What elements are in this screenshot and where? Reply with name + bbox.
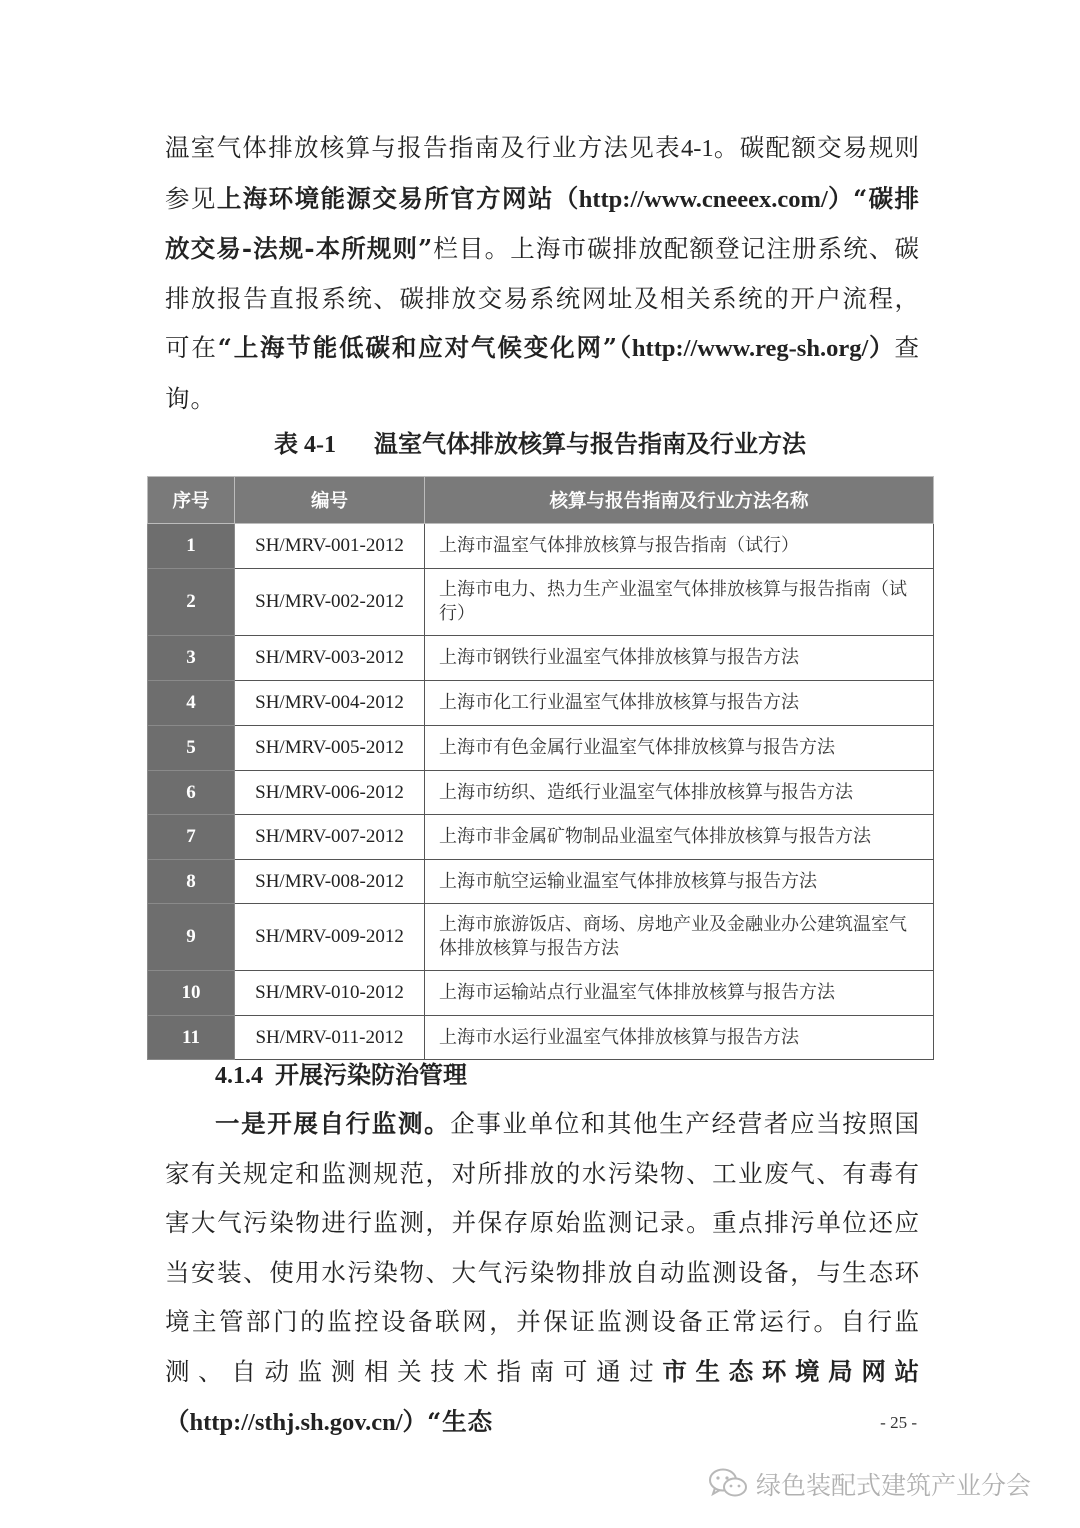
table-row (148, 726, 934, 771)
exchange-url: （http://www.cneeex.com/） (553, 185, 854, 213)
row-code: SH/MRV-004-2012 (235, 681, 425, 726)
paragraph-tail: “生态 (427, 1406, 494, 1436)
table-number: 表 4-1 (274, 432, 336, 458)
table-row (148, 1016, 934, 1060)
row-name: 上海市钢铁行业温室气体排放核算与报告方法 (425, 636, 934, 681)
table-caption (0, 424, 1080, 465)
intro-text: 查询。 (165, 333, 921, 413)
row-name: 上海市航空运输业温室气体排放核算与报告方法 (425, 860, 934, 904)
page-number: - 25 - (880, 1413, 917, 1432)
row-index: 3 (148, 636, 235, 681)
row-name: 上海市纺织、造纸行业温室气体排放核算与报告方法 (425, 771, 934, 815)
row-code: SH/MRV-009-2012 (235, 904, 425, 971)
column-header-name: 核算与报告指南及行业方法名称 (425, 477, 934, 524)
row-code: SH/MRV-011-2012 (235, 1016, 425, 1060)
row-index: 4 (148, 681, 235, 726)
row-code: SH/MRV-006-2012 (235, 771, 425, 815)
row-index: 1 (148, 524, 235, 569)
row-code: SH/MRV-008-2012 (235, 860, 425, 904)
row-name: 上海市水运行业温室气体排放核算与报告方法 (425, 1016, 934, 1060)
row-code: SH/MRV-003-2012 (235, 636, 425, 681)
paragraph-body: 企事业单位和其他生产经营者应当按照国家有关规定和监测规范，对所排放的水污染物、工业废气、有毒有害大气污染物进行监测，并保存原始监测记录。重点排污单位还应当安装、使用水污染物、大气污染物排放自动监测设备，与生态环境主管部门的监控设备联网，并保证监测设备正常运行。自行监测、自动监测相关技术指南可通过 (165, 1109, 921, 1386)
table-reference: 4-1 (680, 135, 714, 162)
table-row (148, 636, 934, 681)
rules-column-name: “碳排放交易-法规-本所规则” (165, 183, 921, 264)
row-index: 11 (148, 1016, 235, 1060)
table-header-row (148, 477, 934, 524)
table-row (148, 681, 934, 726)
row-code: SH/MRV-005-2012 (235, 726, 425, 771)
row-index: 8 (148, 860, 235, 904)
row-name: 上海市有色金属行业温室气体排放核算与报告方法 (425, 726, 934, 771)
table-row (148, 860, 934, 904)
row-index: 5 (148, 726, 235, 771)
row-name: 上海市电力、热力生产业温室气体排放核算与报告指南（试行） (425, 569, 934, 636)
row-name: 上海市温室气体排放核算与报告指南（试行） (425, 524, 934, 569)
table-row (148, 569, 934, 636)
table-row (148, 971, 934, 1016)
table-row (148, 524, 934, 569)
row-name: 上海市化工行业温室气体排放核算与报告方法 (425, 681, 934, 726)
row-name: 上海市运输站点行业温室气体排放核算与报告方法 (425, 971, 934, 1016)
watermark-text: 绿色装配式建筑产业分会 (756, 1471, 1032, 1500)
row-index: 7 (148, 815, 235, 860)
row-code: SH/MRV-001-2012 (235, 524, 425, 569)
intro-text: 温室气体排放核算与报告指南及行业方法见表 (165, 133, 681, 162)
row-code: SH/MRV-007-2012 (235, 815, 425, 860)
monitoring-paragraph (165, 1099, 920, 1447)
climate-site-name: “上海节能低碳和应对气候变化网” (217, 333, 618, 363)
row-code: SH/MRV-010-2012 (235, 971, 425, 1016)
wechat-icon (708, 1467, 748, 1501)
paragraph-lead: 一是开展自行监测。 (215, 1109, 451, 1138)
table-row (148, 771, 934, 815)
intro-text: 。碳配额交易规则参见 (165, 133, 921, 213)
section-number: 4.1.4 (215, 1063, 263, 1089)
row-code: SH/MRV-002-2012 (235, 569, 425, 636)
row-index: 6 (148, 771, 235, 815)
standards-table (147, 476, 934, 1060)
table-row (148, 815, 934, 860)
watermark (708, 1464, 1031, 1504)
row-index: 9 (148, 904, 235, 971)
section-title: 开展污染防治管理 (275, 1060, 467, 1089)
section-heading (215, 1055, 467, 1096)
intro-paragraph (165, 123, 920, 424)
row-name: 上海市旅游饭店、商场、房地产业及金融业办公建筑温室气体排放核算与报告方法 (425, 904, 934, 971)
row-index: 2 (148, 569, 235, 636)
eco-bureau-url: （http://sthj.sh.gov.cn/） (165, 1408, 428, 1436)
climate-url: （http://www.reg-sh.org/） (617, 335, 895, 363)
intro-text: 栏目。上海市碳排放配额登记注册系统、碳排放报告直报系统、碳排放交易系统网址及相关系统的开户流程，可在 (165, 234, 921, 363)
row-name: 上海市非金属矿物制品业温室气体排放核算与报告方法 (425, 815, 934, 860)
exchange-site-name: 上海环境能源交易所官方网站 (216, 183, 554, 213)
eco-bureau-site-name: 市生态环境局网站 (662, 1356, 921, 1386)
table-row (148, 904, 934, 971)
table-title: 温室气体排放核算与报告指南及行业方法 (374, 429, 806, 458)
row-index: 10 (148, 971, 235, 1016)
column-header-code: 编号 (235, 477, 425, 524)
column-header-index: 序号 (148, 477, 235, 524)
